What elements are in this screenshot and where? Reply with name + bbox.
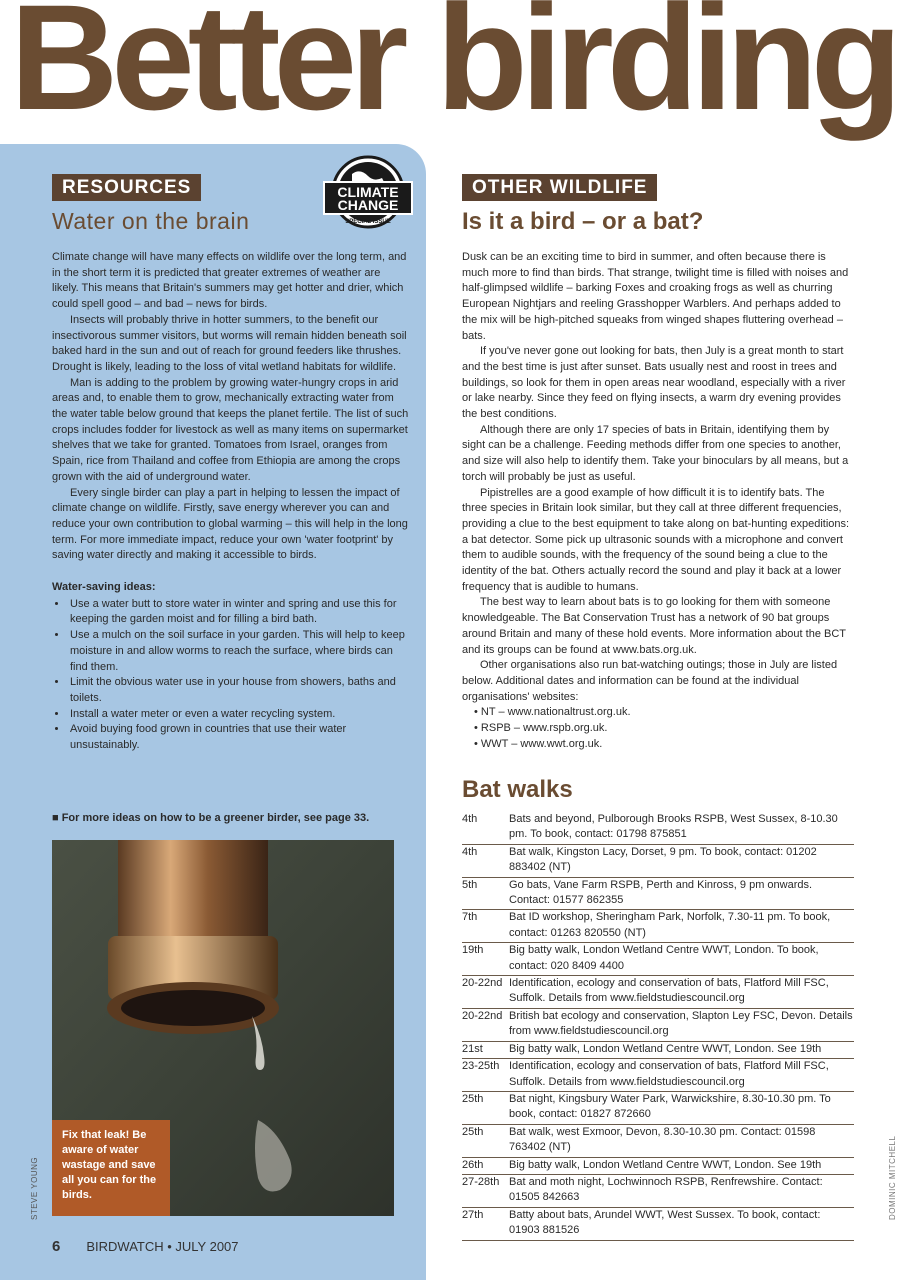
other-wildlife-label: OTHER WILDLIFE — [462, 174, 657, 201]
article-paragraph: Climate change will have many effects on wildlife over the long term, and in the short term it is predicted that greater extremes of weather are likely. This means that Britain's summers may get hotter and drier, which could spell good – and bad – news for birds. — [52, 251, 407, 311]
walk-date: 25th — [462, 1124, 509, 1157]
table-row — [462, 1207, 854, 1240]
table-row — [462, 1008, 854, 1041]
article-paragraph: Although there are only 17 species of bats in Britain, identifying them by sight can be a challenge. Feeding methods differ from one species to another, and size will also help to identify them. Take your binoculars by all means, but a torch will probably be just as useful. — [462, 423, 849, 483]
walk-date: 7th — [462, 910, 509, 943]
table-row — [462, 976, 854, 1009]
bat-walks-heading: Bat walks — [462, 776, 573, 803]
bat-walks-table — [462, 812, 854, 1241]
walk-description: Bat walk, west Exmoor, Devon, 8.30-10.30 pm. Contact: 01598 763402 (NT) — [509, 1124, 854, 1157]
more-ideas-note: ■ For more ideas on how to be a greener birder, see page 33. — [52, 812, 370, 824]
walk-date: 4th — [462, 844, 509, 877]
walk-description: Bat and moth night, Lochwinnoch RSPB, Renfrewshire. Contact: 01505 842663 — [509, 1174, 854, 1207]
article-paragraph: Other organisations also run bat-watching outings; those in July are listed below. Additional dates and information can be found at the individual organisations' websites: — [462, 659, 838, 703]
article-paragraph: Every single birder can play a part in helping to lessen the impact of climate change on wildlife. Firstly, save energy wherever you can and reduce your own contribution to global warming – this will help in the long term. For more immediate impact, reduce your own 'water footprint' by saving water directly and making it accessible to birds. — [52, 486, 408, 562]
table-row — [462, 943, 854, 976]
walk-date: 27-28th — [462, 1174, 509, 1207]
walk-description: Identification, ecology and conservation of bats, Flatford Mill FSC, Suffolk. Details from www.fieldstudiescouncil.org — [509, 1059, 854, 1092]
publication-info: BIRDWATCH • JULY 2007 — [86, 1239, 239, 1254]
globe-icon — [322, 154, 414, 230]
walk-description: Go bats, Vane Farm RSPB, Perth and Kinross, 9 pm onwards. Contact: 01577 862355 — [509, 877, 854, 910]
ideas-title: Water-saving ideas: — [52, 581, 156, 594]
badge-line1: CLIMATE — [337, 184, 399, 200]
walk-date: 23-25th — [462, 1059, 509, 1092]
walk-description: Bat ID workshop, Sheringham Park, Norfolk, 7.30-11 pm. To book, contact: 01263 820550 (NT) — [509, 910, 854, 943]
walk-date: 26th — [462, 1157, 509, 1174]
list-item: • NT – www.nationaltrust.org.uk. — [474, 705, 852, 721]
article-paragraph: The best way to learn about bats is to go looking for them with someone knowledgeable. The Bat Conservation Trust has a network of 90 bat groups around Britain and many of these hold events. More information about the BCT and its groups can be found at www.bats.org.uk. — [462, 596, 846, 656]
bat-article-heading: Is it a bird – or a bat? — [462, 208, 704, 235]
table-row — [462, 1091, 854, 1124]
resources-article — [52, 250, 410, 754]
article-paragraph: If you've never gone out looking for bats, then July is a great month to start and the best time is just after sunset. Bats usually nest and roost in trees and buildings, so look for them in open areas near woodland, especially with a river or lake nearby. Since they feed on flying insects, a warm dry evening provides the best conditions. — [462, 345, 846, 421]
table-row — [462, 877, 854, 910]
walk-date: 21st — [462, 1041, 509, 1058]
walk-description: Big batty walk, London Wetland Centre WWT, London. To book, contact: 020 8409 4400 — [509, 943, 854, 976]
walk-description: Batty about bats, Arundel WWT, West Sussex. To book, contact: 01903 881526 — [509, 1207, 854, 1240]
article-paragraph: Pipistrelles are a good example of how difficult it is to identify bats. The three species in Britain look similar, but they call at three different frequencies, providing a clue to the best equipment to take along on bat-hunting expeditions: a bat detector. Some pick up ultrasonic sounds with a microphone and convert them to audible sounds, with the frequency of the sound being a clue to the identity of the bat. Others actually record the sound and play it back at a lower frequency that is audible to humans. — [462, 486, 850, 593]
list-item: • Install a water meter or even a water recycling system. — [68, 707, 410, 723]
page-number: 6 — [52, 1238, 61, 1255]
table-row — [462, 1124, 854, 1157]
badge-line3: SPECIAL ISSUE — [345, 219, 391, 225]
walk-date: 5th — [462, 877, 509, 910]
websites-list — [462, 705, 852, 752]
table-row — [462, 844, 854, 877]
list-item: • RSPB – www.rspb.org.uk. — [474, 721, 852, 737]
table-row — [462, 1059, 854, 1092]
walk-date: 25th — [462, 1091, 509, 1124]
article-paragraph: Insects will probably thrive in hotter summers, to the benefit our insectivorous summer visitors, but worms will remain hidden beneath soil baked hard in the sun and out of reach for ground feeders like thrushes. Drought is likely, leading to the loss of vital wetland habitats for wildlife. — [52, 313, 407, 373]
walk-description: Bat night, Kingsbury Water Park, Warwickshire, 8.30-10.30 pm. To book, contact: 01827 872660 — [509, 1091, 854, 1124]
table-row — [462, 910, 854, 943]
resources-label: RESOURCES — [52, 174, 201, 201]
table-row — [462, 1174, 854, 1207]
table-row — [462, 1041, 854, 1058]
walk-description: Big batty walk, London Wetland Centre WWT, London. See 19th — [509, 1041, 854, 1058]
walk-date: 20-22nd — [462, 1008, 509, 1041]
photo-credit-left: STEVE YOUNG — [30, 1156, 39, 1220]
badge-line2: CHANGE — [337, 197, 399, 213]
article-paragraph: Man is adding to the problem by growing water-hungry crops in arid areas and, to enable them to grow, mechanically extracting water from the water table below ground that keeps the planet fertile. The list of such crops includes fodder for livestock as well as many items on supermarket shelves that we take for granted. Tomatoes from Israel, oranges from Spain, rice from Thailand and coffee from Ethiopia are among the crops grown with the aid of underground water. — [52, 376, 409, 483]
walk-date: 19th — [462, 943, 509, 976]
article-paragraph: Dusk can be an exciting time to bird in summer, and often because there is much more to find than birds. That strange, twilight time is filled with noises and half-glimpsed wildlife – barking Foxes and croaking frogs as well as churring European Nightjars and reeling Grasshopper Warblers. And perhaps added to the mix will be high-pitched squeaks from winged shapes fluttering overhead – bats. — [462, 251, 849, 342]
bat-article — [462, 250, 852, 753]
list-item: • WWT – www.wwt.org.uk. — [474, 737, 852, 753]
table-row — [462, 1157, 854, 1174]
photo-caption: Fix that leak! Be aware of water wastage and save all you can for the birds. — [52, 1120, 170, 1216]
ideas-list — [52, 597, 410, 754]
climate-change-badge — [322, 154, 414, 230]
walk-description: Identification, ecology and conservation of bats, Flatford Mill FSC, Suffolk. Details from www.fieldstudiescouncil.org — [509, 976, 854, 1009]
walk-description: British bat ecology and conservation, Slapton Ley FSC, Devon. Details from www.fieldstudiescouncil.org — [509, 1008, 854, 1041]
list-item: • Limit the obvious water use in your house from showers, baths and toilets. — [68, 675, 410, 706]
walk-description: Big batty walk, London Wetland Centre WWT, London. See 19th — [509, 1157, 854, 1174]
list-item: • Avoid buying food grown in countries that use their water unsustainably. — [68, 722, 410, 753]
list-item: • Use a water butt to store water in winter and spring and use this for keeping the garden moist and for filling a bird bath. — [68, 597, 410, 628]
walk-description: Bats and beyond, Pulborough Brooks RSPB, West Sussex, 8-10.30 pm. To book, contact: 01798 875851 — [509, 812, 854, 844]
page-footer — [52, 1238, 239, 1255]
walk-date: 27th — [462, 1207, 509, 1240]
walk-description: Bat walk, Kingston Lacy, Dorset, 9 pm. To book, contact: 01202 883402 (NT) — [509, 844, 854, 877]
water-heading: Water on the brain — [52, 208, 250, 234]
masthead-title: Better birding — [10, 0, 896, 141]
photo-credit-right: DOMINIC MITCHELL — [888, 1135, 897, 1220]
walk-date: 4th — [462, 812, 509, 844]
walk-date: 20-22nd — [462, 976, 509, 1009]
list-item: • Use a mulch on the soil surface in your garden. This will help to keep moisture in and allow worms to reach the surface, where birds can find them. — [68, 628, 410, 675]
table-row — [462, 812, 854, 844]
